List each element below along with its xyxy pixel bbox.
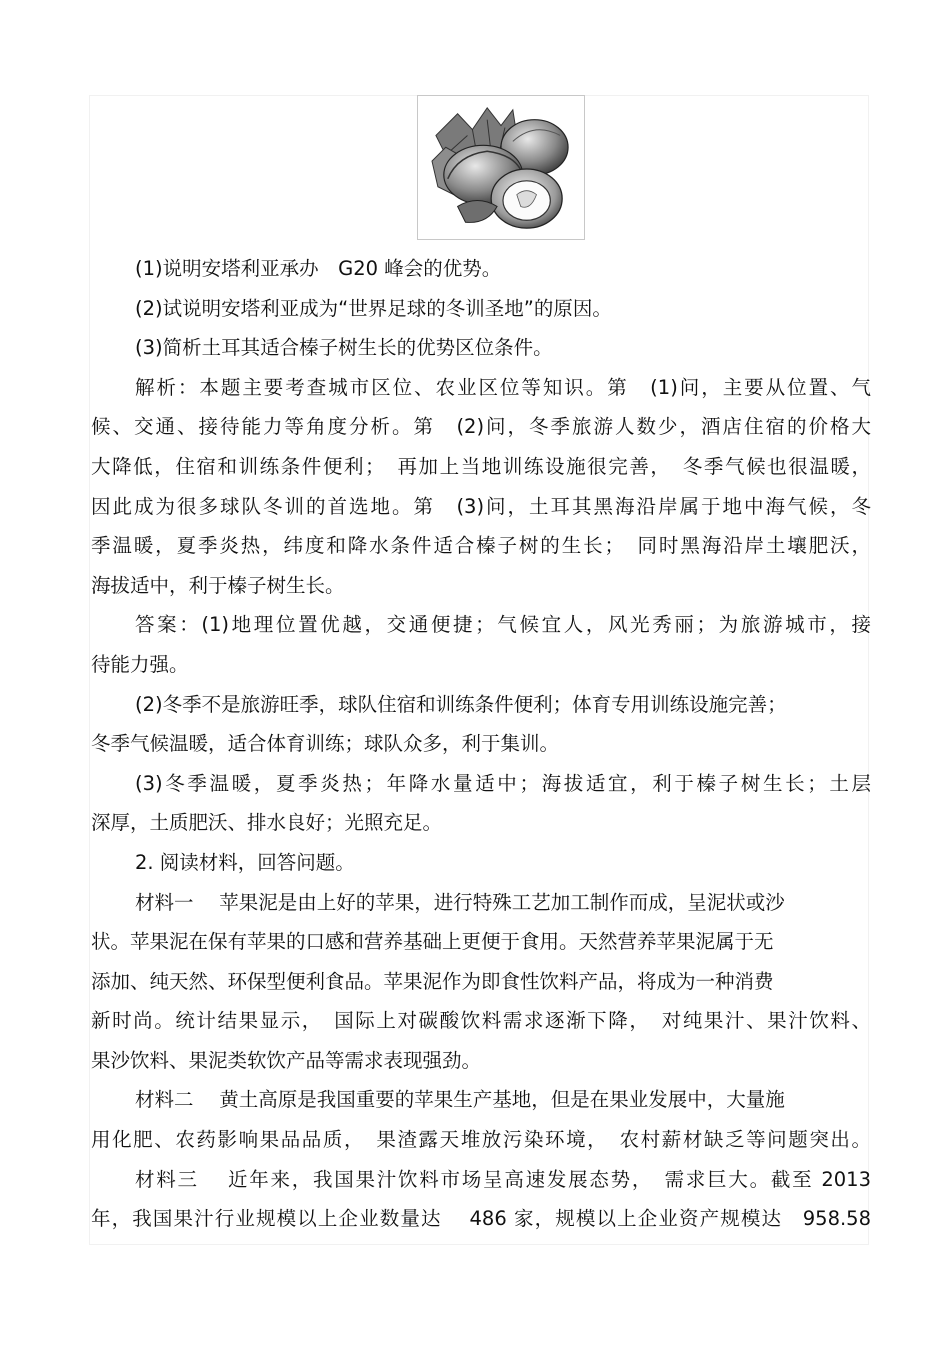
material-1-line: 材料一 苹果泥是由上好的苹果，进行特殊工艺加工制作而成，呈泥状或沙 <box>135 890 785 914</box>
material-1-line: 果沙饮料、果泥类软饮产品等需求表现强劲。 <box>91 1048 482 1072</box>
analysis-line: 季温暖，夏季炎热，纬度和降水条件适合榛子树的生长； 同时黑海沿岸土壤肥沃， <box>91 534 871 558</box>
analysis-line: 海拔适中，利于榛子树生长。 <box>91 573 345 597</box>
hazelnut-figure <box>417 95 585 240</box>
answer-2-line: 冬季气候温暖，适合体育训练；球队众多，利于集训。 <box>91 732 560 756</box>
question-2-title: 2. 阅读材料，回答问题。 <box>135 850 355 874</box>
analysis-line: 大降低，住宿和训练条件便利； 再加上当地训练设施很完善， 冬季气候也很温暖， <box>91 454 871 478</box>
analysis-line: 解析：本题主要考查城市区位、农业区位等知识。第 (1)问，主要从位置、气 <box>135 375 871 399</box>
material-2-line: 用化肥、农药影响果品品质， 果渣露天堆放污染环境， 农村薪材缺乏等问题突出。 <box>91 1128 871 1152</box>
material-1-line: 状。苹果泥在保有苹果的口感和营养基础上更便于食用。天然营养苹果泥属于无 <box>91 930 774 954</box>
analysis-line: 因此成为很多球队冬训的首选地。第 (3)问，土耳其黑海沿岸属于地中海气候，冬 <box>91 494 871 518</box>
answer-3-line: 深厚，土质肥沃、排水良好；光照充足。 <box>91 811 443 835</box>
answer-3-line: (3)冬季温暖，夏季炎热；年降水量适中；海拔适宜，利于榛子树生长；土层 <box>135 771 871 795</box>
hazelnut-illustration-icon <box>418 96 584 239</box>
material-2-line: 材料二 黄土高原是我国重要的苹果生产基地，但是在果业发展中，大量施 <box>135 1088 785 1112</box>
answer-1-line: 待能力强。 <box>91 652 189 676</box>
material-3-line: 材料三 近年来，我国果汁饮料市场呈高速发展态势， 需求巨大。截至 2013 <box>135 1167 871 1191</box>
question-2: (2)试说明安塔利亚成为“世界足球的冬训圣地”的原因。 <box>135 296 612 320</box>
question-3: (3)简析土耳其适合榛子树生长的优势区位条件。 <box>135 336 553 360</box>
analysis-line: 候、交通、接待能力等角度分析。第 (2)问，冬季旅游人数少，酒店住宿的价格大 <box>91 415 871 439</box>
material-1-line: 添加、纯天然、环保型便利食品。苹果泥作为即食性饮料产品，将成为一种消费 <box>91 969 774 993</box>
answer-2-line: (2)冬季不是旅游旺季，球队住宿和训练条件便利；体育专用训练设施完善； <box>135 692 787 716</box>
material-3-line: 年，我国果汁行业规模以上企业数量达 486 家，规模以上企业资产规模达 958.58 <box>91 1207 871 1231</box>
question-1: (1)说明安塔利亚承办 G20 峰会的优势。 <box>135 257 502 280</box>
material-1-line: 新时尚。统计结果显示， 国际上对碳酸饮料需求逐渐下降， 对纯果汁、果汁饮料、 <box>91 1009 871 1033</box>
answer-1-line: 答案：(1)地理位置优越，交通便捷；气候宜人，风光秀丽；为旅游城市，接 <box>135 613 871 637</box>
document-body <box>91 249 871 1239</box>
